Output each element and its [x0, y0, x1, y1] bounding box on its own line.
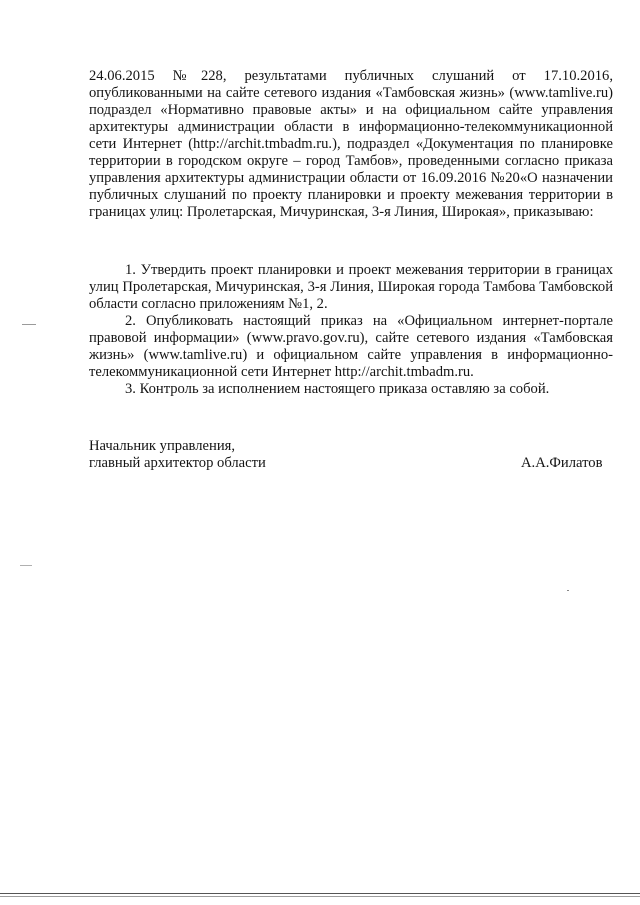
- scan-artifact: [22, 324, 36, 325]
- scan-edge-line: [0, 896, 640, 897]
- intro-paragraph: 24.06.2015 №228, результатами публичных слушаний от 17.10.2016, опубликованными на сайте сетевого издания «Тамбовская жизнь» (www.tamlive.ru) подраздел «Нормативно правовые акты» и на официальном сайте управления архитектуры администрации области в информационно-телекоммуникационной сети Интернет (http://archit.tmbadm.ru.), подраздел «Документация по планировке территории в городском округе – город Тамбов», проведенными согласно приказа управления архитектуры администрации области от 16.09.2016 №20«О назначении публичных слушаний по проекту планировки и проекту межевания территории в границах улиц: Пролетарская, Мичуринская, 3-я Линия, Широкая», приказываю:: [89, 68, 613, 220]
- signature-name: А.А.Филатов: [521, 455, 603, 471]
- scan-edge-line: [0, 893, 640, 894]
- order-item-2: 2. Опубликовать настоящий приказ на «Официальном интернет-портале правовой информации» (www.pravo.gov.ru), сайте сетевого издания «Тамбовская жизнь» (www.tamlive.ru) и официальном сайте управления в информационно-телекоммуникационной сети Интернет http://archit.tmbadm.ru.: [89, 313, 613, 380]
- signature-title-line-2: главный архитектор области: [89, 455, 266, 471]
- scan-artifact: [20, 565, 32, 566]
- scan-artifact: [567, 590, 569, 591]
- order-item-1: 1. Утвердить проект планировки и проект межевания территории в границах улиц Пролетарская, Мичуринская, 3-я Линия, Широкая города Тамбова Тамбовской области согласно приложениям №1, 2.: [89, 262, 613, 312]
- order-item-3: 3. Контроль за исполнением настоящего приказа оставляю за собой.: [125, 381, 550, 397]
- signature-title: [89, 438, 266, 472]
- signature-title-line-1: Начальник управления,: [89, 438, 235, 454]
